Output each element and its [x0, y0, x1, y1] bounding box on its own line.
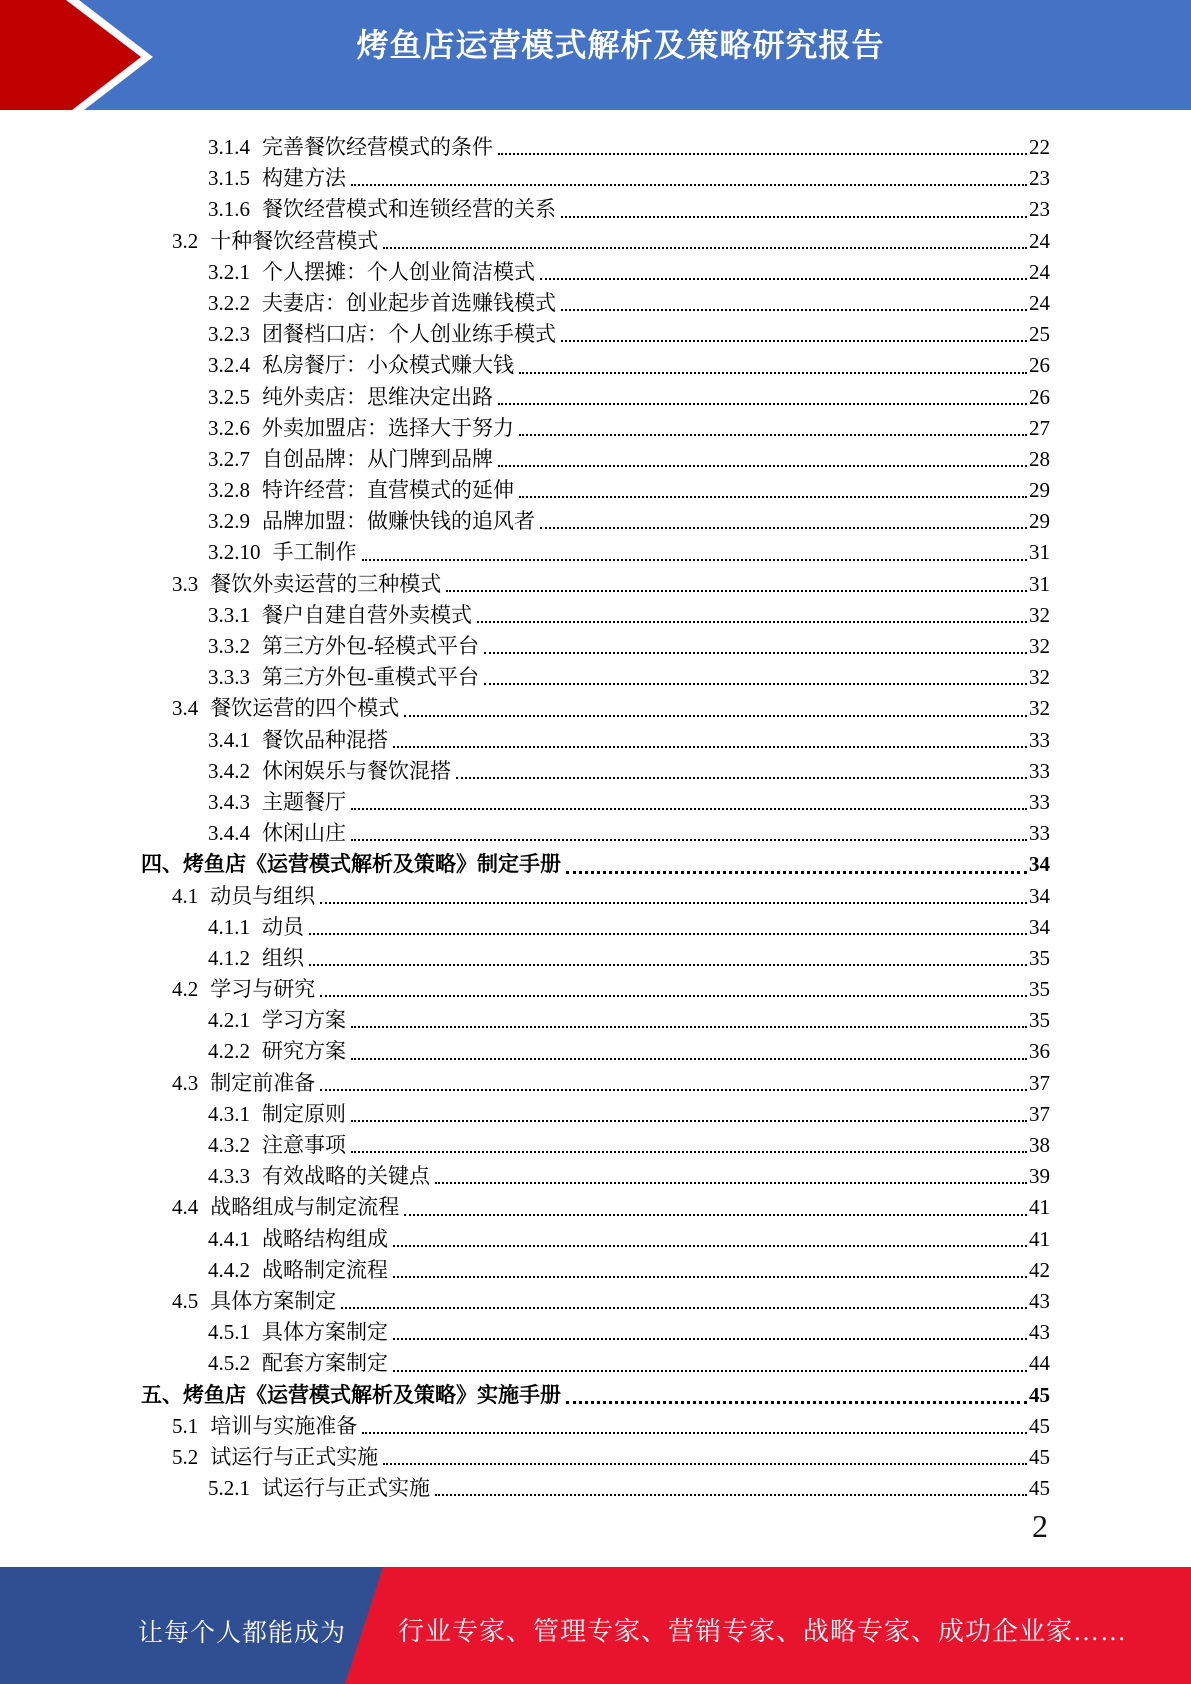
toc-entry-title: 研究方案 — [262, 1039, 346, 1064]
toc-entry-number: 4.2 — [172, 977, 199, 1002]
toc-entry-page: 45 — [1029, 1382, 1050, 1407]
toc-entry-page: 29 — [1029, 509, 1050, 534]
toc-dot-leader — [566, 871, 1027, 874]
toc-entry-number: 4.2.1 — [208, 1008, 250, 1033]
toc-entry-title: 烤鱼店《运营模式解析及策略》实施手册 — [183, 1382, 561, 1407]
toc-entry-title: 第三方外包-轻模式平台 — [262, 634, 479, 658]
toc-entry[interactable] — [141, 1098, 1050, 1129]
toc-entry-number: 5.1 — [172, 1413, 199, 1438]
toc-entry[interactable] — [141, 256, 1050, 287]
toc-entry[interactable] — [141, 1004, 1050, 1035]
toc-entry-page: 36 — [1029, 1039, 1050, 1064]
toc-dot-leader — [561, 216, 1027, 218]
toc-entry-number: 3.2 — [172, 228, 199, 253]
toc-entry[interactable] — [141, 786, 1050, 817]
toc-entry-page: 35 — [1029, 1008, 1050, 1033]
toc-entry-page: 22 — [1029, 135, 1050, 159]
toc-entry-number: 4.1.2 — [208, 945, 250, 970]
toc-entry-title: 休闲娱乐与餐饮混搭 — [262, 758, 451, 783]
toc-entry[interactable] — [141, 131, 1050, 162]
toc-entry-title: 配套方案制定 — [262, 1351, 388, 1376]
toc-entry[interactable] — [141, 381, 1050, 412]
toc-dot-leader — [484, 683, 1027, 685]
toc-entry-title: 烤鱼店《运营模式解析及策略》制定手册 — [183, 852, 561, 877]
toc-entry[interactable] — [141, 474, 1050, 505]
toc-entry[interactable] — [141, 412, 1050, 443]
toc-entry-number: 3.2.1 — [208, 259, 250, 284]
toc-entry-title: 餐饮运营的四个模式 — [210, 696, 400, 721]
toc-dot-leader — [446, 590, 1027, 592]
toc-entry-page: 35 — [1029, 945, 1050, 970]
toc-entry[interactable] — [141, 724, 1050, 755]
page-number: 2 — [1032, 1508, 1048, 1544]
toc-entry-title: 学习与研究 — [210, 977, 316, 1002]
toc-entry-number: 3.4.1 — [208, 727, 250, 752]
toc-dot-leader — [393, 1338, 1027, 1340]
toc-entry[interactable] — [141, 692, 1050, 723]
toc-entry-title: 餐饮品种混搭 — [262, 727, 388, 752]
toc-dot-leader — [566, 1401, 1027, 1404]
toc-entry-title: 餐饮外卖运营的三种模式 — [210, 571, 442, 596]
toc-entry-page: 25 — [1029, 322, 1050, 347]
toc-entry-title: 第三方外包-重模式平台 — [262, 665, 479, 690]
toc-entry-number: 3.4.4 — [208, 821, 250, 846]
toc-dot-leader — [393, 1245, 1027, 1247]
toc-dot-leader — [519, 434, 1027, 436]
toc-entry-number: 4.5.1 — [208, 1320, 250, 1345]
toc-entry-number: 4.3.1 — [208, 1101, 250, 1126]
toc-dot-leader — [498, 153, 1027, 155]
toc-dot-leader — [393, 1370, 1027, 1372]
toc-dot-leader — [320, 902, 1027, 904]
toc-dot-leader — [383, 247, 1027, 249]
toc-entry-title: 组织 — [262, 945, 304, 970]
page-footer-banner — [0, 1567, 1191, 1684]
toc-entry-page: 41 — [1029, 1226, 1050, 1251]
toc-entry-number: 3.4.3 — [208, 789, 250, 814]
toc-entry-title: 具体方案制定 — [262, 1320, 388, 1345]
toc-entry[interactable] — [141, 1191, 1050, 1222]
toc-entry-page: 34 — [1029, 883, 1050, 908]
toc-entry-title: 私房餐厅：小众模式赚大钱 — [262, 353, 514, 378]
toc-entry-page: 32 — [1029, 665, 1050, 690]
toc-entry-page: 33 — [1029, 758, 1050, 783]
toc-entry-number: 3.2.5 — [208, 384, 250, 409]
toc-entry-title: 动员 — [262, 914, 304, 939]
toc-entry[interactable] — [141, 443, 1050, 474]
toc-dot-leader — [351, 1026, 1027, 1028]
toc-entry-page: 33 — [1029, 789, 1050, 814]
toc-entry-number: 4.1 — [172, 883, 199, 908]
toc-entry-page: 31 — [1029, 540, 1050, 565]
toc-entry[interactable] — [141, 1035, 1050, 1066]
toc-entry-number: 5.2 — [172, 1444, 199, 1469]
toc-entry-page: 39 — [1029, 1164, 1050, 1189]
toc-entry-title: 战略组成与制定流程 — [210, 1195, 400, 1220]
toc-entry-page: 24 — [1029, 259, 1050, 284]
toc-entry-title: 试运行与正式实施 — [210, 1444, 379, 1469]
toc-dot-leader — [561, 340, 1027, 342]
toc-dot-leader — [456, 777, 1027, 779]
toc-entry-page: 37 — [1029, 1101, 1050, 1126]
toc-entry-number: 四、 — [141, 852, 183, 877]
toc-entry[interactable] — [141, 1285, 1050, 1316]
toc-entry-number: 4.4.1 — [208, 1226, 250, 1251]
toc-entry-page: 29 — [1029, 478, 1050, 503]
toc-entry-page: 31 — [1029, 571, 1050, 596]
toc-entry-page: 23 — [1029, 197, 1050, 222]
toc-entry-page: 43 — [1029, 1288, 1050, 1313]
toc-dot-leader — [435, 1182, 1027, 1184]
toc-list — [141, 131, 1050, 1503]
report-title: 烤鱼店运营模式解析及策略研究报告 — [356, 27, 885, 63]
toc-dot-leader — [362, 1432, 1027, 1434]
footer-slogan-left: 让每个人都能成为 — [138, 1620, 347, 1647]
toc-entry-title: 有效战略的关键点 — [262, 1164, 430, 1189]
toc-entry-number: 3.1.6 — [208, 197, 250, 222]
toc-entry-title: 个人摆摊：个人创业简洁模式 — [262, 259, 535, 284]
toc-entry[interactable] — [141, 225, 1050, 256]
toc-entry-number: 3.3 — [172, 571, 199, 596]
toc-dot-leader — [404, 715, 1027, 717]
toc-entry[interactable] — [141, 1379, 1050, 1410]
toc-dot-leader — [498, 465, 1027, 467]
toc-entry[interactable] — [141, 817, 1050, 848]
toc-dot-leader — [540, 527, 1027, 529]
toc-entry[interactable] — [141, 880, 1050, 911]
toc-entry-title: 团餐档口店：个人创业练手模式 — [262, 322, 556, 347]
toc-dot-leader — [320, 995, 1027, 997]
toc-entry[interactable] — [141, 162, 1050, 193]
toc-dot-leader — [519, 372, 1027, 374]
toc-entry-title: 构建方法 — [262, 166, 346, 191]
toc-entry[interactable] — [141, 661, 1050, 692]
toc-entry[interactable] — [141, 1129, 1050, 1160]
toc-dot-leader — [362, 559, 1028, 561]
toc-entry-page: 28 — [1029, 446, 1050, 471]
toc-entry-number: 3.2.4 — [208, 353, 250, 378]
toc-entry[interactable] — [141, 599, 1050, 630]
toc-entry[interactable] — [141, 973, 1050, 1004]
toc-entry-page: 34 — [1029, 852, 1050, 877]
toc-entry-title: 制定前准备 — [210, 1070, 316, 1095]
toc-entry-number: 3.2.6 — [208, 415, 250, 440]
toc-dot-leader — [477, 621, 1027, 623]
toc-entry-number: 3.4 — [172, 696, 199, 721]
toc-entry-title: 完善餐饮经营模式的条件 — [262, 135, 493, 159]
toc-entry-page: 26 — [1029, 353, 1050, 378]
toc-entry[interactable] — [141, 1410, 1050, 1441]
page-header-banner — [0, 0, 1191, 110]
toc-entry-page: 45 — [1029, 1413, 1050, 1438]
toc-entry-page: 45 — [1029, 1476, 1050, 1501]
toc-entry-title: 外卖加盟店：选择大于努力 — [262, 415, 514, 440]
toc-dot-leader — [498, 403, 1027, 405]
toc-entry-title: 品牌加盟：做赚快钱的追风者 — [262, 509, 535, 534]
toc-entry[interactable] — [141, 755, 1050, 786]
toc-dot-leader — [519, 496, 1027, 498]
toc-entry-number: 5.2.1 — [208, 1476, 250, 1501]
toc-entry[interactable] — [141, 1316, 1050, 1347]
toc-entry-number: 3.2.7 — [208, 446, 250, 471]
toc-dot-leader — [351, 808, 1027, 810]
toc-dot-leader — [351, 1120, 1027, 1122]
toc-entry-number: 3.4.2 — [208, 758, 250, 783]
toc-entry-number: 4.2.2 — [208, 1039, 250, 1064]
toc-entry[interactable] — [141, 349, 1050, 380]
toc-dot-leader — [309, 933, 1027, 935]
toc-entry[interactable] — [141, 1472, 1050, 1503]
toc-entry-number: 3.3.3 — [208, 665, 250, 690]
toc-entry-title: 主题餐厅 — [262, 789, 346, 814]
toc-entry-title: 餐饮经营模式和连锁经营的关系 — [262, 197, 556, 222]
toc-dot-leader — [351, 1058, 1027, 1060]
toc-entry-page: 24 — [1029, 290, 1050, 315]
toc-entry[interactable] — [141, 505, 1050, 536]
toc-entry[interactable] — [141, 287, 1050, 318]
toc-entry-page: 32 — [1029, 634, 1050, 658]
toc-entry-title: 注意事项 — [262, 1133, 346, 1157]
toc-entry-page: 42 — [1029, 1257, 1050, 1282]
toc-entry-title: 学习方案 — [262, 1008, 346, 1033]
toc-dot-leader — [309, 964, 1027, 966]
toc-entry-number: 4.5 — [172, 1288, 199, 1313]
toc-entry[interactable] — [141, 942, 1050, 973]
toc-entry[interactable] — [141, 193, 1050, 224]
toc-entry[interactable] — [141, 1254, 1050, 1285]
toc-entry-title: 战略制定流程 — [262, 1257, 388, 1282]
toc-entry-page: 27 — [1029, 415, 1050, 440]
toc-entry-page: 32 — [1029, 696, 1050, 721]
toc-dot-leader — [320, 1089, 1027, 1091]
toc-entry-page: 41 — [1029, 1195, 1050, 1220]
toc-entry-title: 试运行与正式实施 — [262, 1476, 430, 1501]
toc-dot-leader — [435, 1494, 1027, 1496]
toc-entry-title: 手工制作 — [272, 540, 357, 565]
toc-entry-page: 26 — [1029, 384, 1050, 409]
toc-entry[interactable] — [141, 911, 1050, 942]
toc-entry-number: 3.2.9 — [208, 509, 250, 534]
toc-entry-page: 33 — [1029, 821, 1050, 846]
toc-entry-title: 自创品牌：从门牌到品牌 — [262, 446, 493, 471]
toc-entry-page: 33 — [1029, 727, 1050, 752]
toc-entry-page: 43 — [1029, 1320, 1050, 1345]
toc-entry[interactable] — [141, 1347, 1050, 1378]
toc-entry-title: 休闲山庄 — [262, 821, 346, 846]
toc-dot-leader — [540, 278, 1027, 280]
toc-dot-leader — [393, 1276, 1027, 1278]
toc-entry-title: 动员与组织 — [210, 883, 316, 908]
toc-entry-title: 培训与实施准备 — [210, 1413, 358, 1438]
toc-entry-number: 五、 — [141, 1382, 183, 1407]
toc-entry-number: 4.1.1 — [208, 914, 250, 939]
toc-dot-leader — [351, 184, 1027, 186]
footer-slogan-right: 行业专家、管理专家、营销专家、战略专家、成功企业家…… — [398, 1617, 1128, 1646]
toc-entry-title: 餐户自建自营外卖模式 — [262, 602, 472, 627]
toc-entry[interactable] — [141, 1160, 1050, 1191]
toc-entry-title: 夫妻店：创业起步首选赚钱模式 — [262, 290, 556, 315]
toc-entry[interactable] — [141, 1223, 1050, 1254]
toc-entry-page: 44 — [1029, 1351, 1050, 1376]
toc-entry-number: 3.3.2 — [208, 634, 250, 658]
toc-entry-title: 战略结构组成 — [262, 1226, 388, 1251]
toc-entry-title: 十种餐饮经营模式 — [210, 228, 379, 253]
toc-entry-title: 纯外卖店：思维决定出路 — [262, 384, 493, 409]
toc-entry-page: 45 — [1029, 1444, 1050, 1469]
toc-entry-number: 4.4 — [172, 1195, 199, 1220]
toc-entry-number: 3.2.8 — [208, 478, 250, 503]
toc-dot-leader — [351, 839, 1027, 841]
toc-entry-number: 4.3 — [172, 1070, 199, 1095]
toc-entry-page: 34 — [1029, 914, 1050, 939]
toc-entry-title: 具体方案制定 — [210, 1288, 337, 1313]
toc-dot-leader — [484, 652, 1027, 654]
toc-dot-leader — [341, 1307, 1027, 1309]
toc-entry-number: 4.4.2 — [208, 1257, 250, 1282]
toc-entry-number: 3.3.1 — [208, 602, 250, 627]
toc-entry-number: 4.3.3 — [208, 1164, 250, 1189]
toc-entry-number: 3.2.10 — [208, 540, 261, 565]
toc-entry-page: 23 — [1029, 166, 1050, 191]
toc-entry-page: 32 — [1029, 602, 1050, 627]
toc-entry[interactable] — [141, 568, 1050, 599]
toc-entry-number: 3.1.5 — [208, 166, 250, 191]
toc-dot-leader — [351, 1151, 1027, 1153]
toc-entry[interactable] — [141, 848, 1050, 879]
toc-entry[interactable] — [141, 318, 1050, 349]
toc-entry-title: 制定原则 — [262, 1101, 346, 1126]
toc-entry-number: 4.5.2 — [208, 1351, 250, 1376]
toc-entry-number: 3.2.3 — [208, 322, 250, 347]
toc-dot-leader — [393, 746, 1027, 748]
toc-entry[interactable] — [141, 1441, 1050, 1472]
toc-entry-page: 24 — [1029, 228, 1050, 253]
toc-entry-page: 37 — [1029, 1070, 1050, 1095]
toc-entry-number: 4.3.2 — [208, 1133, 250, 1157]
toc-entry[interactable] — [141, 630, 1050, 661]
toc-entry-page: 35 — [1029, 977, 1050, 1002]
toc-entry[interactable] — [141, 1067, 1050, 1098]
toc-dot-leader — [383, 1463, 1027, 1465]
toc-dot-leader — [404, 1214, 1027, 1216]
toc-entry-number: 3.2.2 — [208, 290, 250, 315]
toc-dot-leader — [561, 309, 1027, 311]
toc-entry-number: 3.1.4 — [208, 135, 250, 159]
toc-entry[interactable] — [141, 536, 1050, 567]
toc-entry-title: 特许经营：直营模式的延伸 — [262, 478, 514, 503]
toc-entry-page: 38 — [1029, 1133, 1050, 1157]
